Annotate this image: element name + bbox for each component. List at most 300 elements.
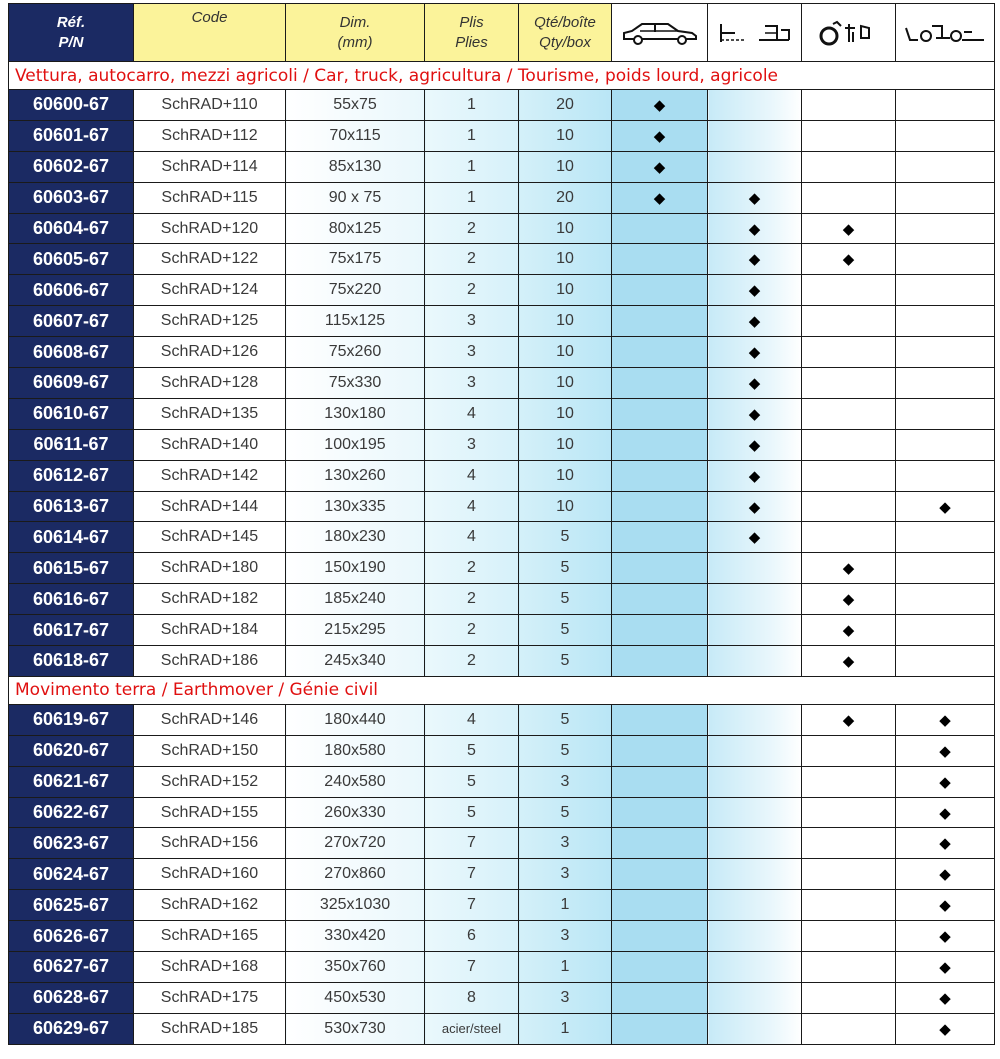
car-marker [612,859,708,890]
truck-marker [708,859,802,890]
truck-marker [708,890,802,921]
qty-cell: 5 [519,553,612,584]
earthmover-marker: ◆ [896,797,995,828]
code-cell: SchRAD+186 [134,646,286,677]
car-marker [612,646,708,677]
table-body [9,62,995,1045]
part-number: 60609-67 [9,368,134,399]
earthmover-marker [896,584,995,615]
car-marker [612,337,708,368]
qty-cell: 1 [519,890,612,921]
car-marker [612,491,708,522]
car-marker [612,1013,708,1044]
agri-marker [802,982,896,1013]
earthmover-marker [896,275,995,306]
code-cell: SchRAD+128 [134,368,286,399]
code-cell: SchRAD+150 [134,735,286,766]
plies-cell: 2 [425,275,519,306]
code-cell: SchRAD+146 [134,704,286,735]
code-cell: SchRAD+126 [134,337,286,368]
car-marker [612,735,708,766]
table-row [9,982,995,1013]
plies-cell: 4 [425,491,519,522]
truck-marker [708,952,802,983]
car-marker [612,522,708,553]
qty-header-line2: Qty/box [539,33,591,51]
code-cell: SchRAD+122 [134,244,286,275]
code-cell: SchRAD+160 [134,859,286,890]
part-number: 60610-67 [9,398,134,429]
car-marker [612,306,708,337]
plies-cell: 8 [425,982,519,1013]
earthmover-marker: ◆ [896,491,995,522]
code-cell: SchRAD+180 [134,553,286,584]
table-row [9,491,995,522]
earthmover-marker: ◆ [896,828,995,859]
plies-cell: 4 [425,704,519,735]
part-number: 60616-67 [9,584,134,615]
part-number: 60625-67 [9,890,134,921]
qty-cell: 10 [519,460,612,491]
qty-cell: 3 [519,982,612,1013]
code-cell: SchRAD+135 [134,398,286,429]
dimension-cell: 260x330 [286,797,425,828]
agri-marker [802,275,896,306]
earthmover-marker [896,244,995,275]
truck-marker: ◆ [708,491,802,522]
code-cell: SchRAD+114 [134,151,286,182]
part-number: 60617-67 [9,615,134,646]
dimension-cell: 100x195 [286,429,425,460]
code-header [134,4,286,62]
truck-marker [708,615,802,646]
qty-cell: 5 [519,646,612,677]
dimension-cell: 90 x 75 [286,182,425,213]
agri-marker [802,368,896,399]
dim-header-line1: Dim. [339,13,371,31]
car-marker: ◆ [612,90,708,121]
qty-cell: 10 [519,213,612,244]
truck-icon [715,18,795,48]
ref-header-line1: Réf. [56,13,86,31]
ref-header-line2: P/N [58,33,84,51]
truck-marker [708,766,802,797]
agri-marker [802,460,896,491]
car-marker [612,429,708,460]
qty-header [519,4,612,62]
code-cell: SchRAD+152 [134,766,286,797]
part-number: 60603-67 [9,182,134,213]
agri-marker [802,182,896,213]
qty-cell: 10 [519,151,612,182]
dimension-cell: 75x220 [286,275,425,306]
truck-marker [708,90,802,121]
truck-marker [708,704,802,735]
earthmover-marker [896,182,995,213]
dimension-cell: 180x580 [286,735,425,766]
code-cell: SchRAD+165 [134,921,286,952]
plies-cell: 2 [425,244,519,275]
table-row [9,735,995,766]
qty-cell: 20 [519,182,612,213]
code-cell: SchRAD+162 [134,890,286,921]
qty-cell: 10 [519,398,612,429]
agri-marker [802,766,896,797]
code-cell: SchRAD+110 [134,90,286,121]
part-number: 60627-67 [9,952,134,983]
table-row [9,1013,995,1044]
dimension-cell: 350x760 [286,952,425,983]
qty-cell: 3 [519,921,612,952]
earthmover-marker: ◆ [896,859,995,890]
code-cell: SchRAD+182 [134,584,286,615]
car-header [612,4,708,62]
car-marker [612,553,708,584]
truck-marker [708,553,802,584]
truck-marker [708,828,802,859]
earthmover-marker [896,615,995,646]
truck-marker [708,921,802,952]
truck-marker: ◆ [708,429,802,460]
agri-marker: ◆ [802,646,896,677]
code-cell: SchRAD+185 [134,1013,286,1044]
plies-cell: 5 [425,766,519,797]
truck-marker: ◆ [708,213,802,244]
code-cell: SchRAD+156 [134,828,286,859]
section-title: Vettura, autocarro, mezzi agricoli / Car, truck, agricultura / Tourisme, poids lourd, agricole [9,62,995,90]
dimension-cell: 75x330 [286,368,425,399]
code-cell: SchRAD+120 [134,213,286,244]
plies-cell: 2 [425,584,519,615]
car-marker: ◆ [612,182,708,213]
qty-cell: 3 [519,828,612,859]
section-title: Movimento terra / Earthmover / Génie civil [9,676,995,704]
plies-header-line2: Plies [455,33,488,51]
earthmover-marker [896,90,995,121]
part-number: 60600-67 [9,90,134,121]
truck-marker [708,151,802,182]
qty-cell: 5 [519,584,612,615]
qty-cell: 5 [519,704,612,735]
tractor-icon [809,18,889,48]
qty-cell: 10 [519,491,612,522]
dimension-cell: 240x580 [286,766,425,797]
qty-cell: 10 [519,120,612,151]
earthmover-marker [896,213,995,244]
agri-marker: ◆ [802,704,896,735]
part-number: 60613-67 [9,491,134,522]
car-marker [612,982,708,1013]
earthmover-marker: ◆ [896,704,995,735]
table-row [9,766,995,797]
car-marker [612,460,708,491]
earthmover-marker: ◆ [896,766,995,797]
part-number: 60606-67 [9,275,134,306]
agri-marker [802,151,896,182]
agri-marker [802,120,896,151]
qty-cell: 3 [519,766,612,797]
plies-cell: 3 [425,368,519,399]
earthmover-marker: ◆ [896,890,995,921]
code-cell: SchRAD+175 [134,982,286,1013]
agri-marker [802,1013,896,1044]
table-row [9,952,995,983]
earthmover-marker: ◆ [896,982,995,1013]
part-number: 60602-67 [9,151,134,182]
part-number: 60620-67 [9,735,134,766]
plies-header-line1: Plis [459,13,484,31]
qty-cell: 5 [519,735,612,766]
table-row [9,120,995,151]
part-number: 60618-67 [9,646,134,677]
agri-header [802,4,896,62]
table-row [9,151,995,182]
plies-cell: 1 [425,90,519,121]
plies-cell: 5 [425,797,519,828]
car-marker [612,828,708,859]
table-row [9,704,995,735]
car-marker [612,952,708,983]
dimension-cell: 85x130 [286,151,425,182]
agri-marker [802,90,896,121]
agri-marker: ◆ [802,615,896,646]
qty-cell: 5 [519,615,612,646]
car-marker [612,244,708,275]
agri-marker [802,491,896,522]
car-marker [612,921,708,952]
code-cell: SchRAD+144 [134,491,286,522]
part-number: 60628-67 [9,982,134,1013]
dimension-cell: 325x1030 [286,890,425,921]
truck-marker: ◆ [708,337,802,368]
car-marker [612,368,708,399]
part-number: 60611-67 [9,429,134,460]
qty-cell: 10 [519,306,612,337]
agri-marker [802,398,896,429]
agri-marker [802,797,896,828]
code-cell: SchRAD+142 [134,460,286,491]
dimension-cell: 130x335 [286,491,425,522]
agri-marker [802,522,896,553]
table-row [9,921,995,952]
agri-marker [802,429,896,460]
dimension-cell: 130x180 [286,398,425,429]
earthmover-marker [896,337,995,368]
part-number: 60624-67 [9,859,134,890]
part-number: 60607-67 [9,306,134,337]
plies-cell: 3 [425,337,519,368]
car-marker [612,213,708,244]
agri-marker: ◆ [802,244,896,275]
agri-marker: ◆ [802,553,896,584]
plies-cell: 7 [425,890,519,921]
dimension-cell: 80x125 [286,213,425,244]
catalog-page [0,3,1000,1059]
truck-marker [708,982,802,1013]
plies-cell: 2 [425,615,519,646]
qty-cell: 1 [519,952,612,983]
part-number: 60601-67 [9,120,134,151]
car-marker [612,704,708,735]
truck-marker: ◆ [708,398,802,429]
dim-header [286,4,425,62]
earthmover-marker [896,120,995,151]
plies-cell: 2 [425,553,519,584]
car-marker: ◆ [612,151,708,182]
table-row [9,398,995,429]
code-cell: SchRAD+145 [134,522,286,553]
truck-marker: ◆ [708,182,802,213]
plies-cell: 7 [425,828,519,859]
table-row [9,90,995,121]
qty-cell: 10 [519,368,612,399]
earthmover-header [896,4,995,62]
truck-marker [708,797,802,828]
table-row [9,429,995,460]
header-row [9,4,995,62]
table-row [9,368,995,399]
dimension-cell: 75x260 [286,337,425,368]
part-number: 60623-67 [9,828,134,859]
qty-cell: 10 [519,337,612,368]
table-row [9,553,995,584]
code-cell: SchRAD+115 [134,182,286,213]
earthmover-marker [896,522,995,553]
code-cell: SchRAD+125 [134,306,286,337]
part-number: 60619-67 [9,704,134,735]
dimension-cell: 245x340 [286,646,425,677]
agri-marker [802,828,896,859]
part-number: 60604-67 [9,213,134,244]
table-row [9,797,995,828]
dimension-cell: 215x295 [286,615,425,646]
table-row [9,337,995,368]
table-row [9,584,995,615]
truck-header [708,4,802,62]
part-number: 60626-67 [9,921,134,952]
table-row [9,615,995,646]
dimension-cell: 150x190 [286,553,425,584]
table-row [9,182,995,213]
car-icon [620,18,700,48]
dimension-cell: 185x240 [286,584,425,615]
code-cell: SchRAD+184 [134,615,286,646]
agri-marker [802,952,896,983]
plies-cell: 4 [425,398,519,429]
plies-cell: 4 [425,522,519,553]
plies-cell: 3 [425,306,519,337]
earthmover-icon [902,18,988,48]
plies-header [425,4,519,62]
qty-cell: 10 [519,244,612,275]
truck-marker: ◆ [708,522,802,553]
earthmover-marker [896,429,995,460]
car-marker [612,275,708,306]
plies-cell: 6 [425,921,519,952]
agri-marker [802,859,896,890]
plies-cell: 4 [425,460,519,491]
plies-cell: 1 [425,182,519,213]
part-number: 60629-67 [9,1013,134,1044]
qty-header-line1: Qté/boîte [534,13,596,31]
part-number: 60615-67 [9,553,134,584]
earthmover-marker [896,553,995,584]
dimension-cell: 270x860 [286,859,425,890]
earthmover-marker [896,368,995,399]
plies-cell: 2 [425,213,519,244]
part-number: 60622-67 [9,797,134,828]
earthmover-marker: ◆ [896,1013,995,1044]
agri-marker: ◆ [802,584,896,615]
agri-marker [802,735,896,766]
part-number: 60621-67 [9,766,134,797]
dimension-cell: 450x530 [286,982,425,1013]
plies-cell: 2 [425,646,519,677]
repair-patch-table [8,3,995,1045]
table-row [9,522,995,553]
truck-marker [708,735,802,766]
table-row [9,859,995,890]
code-header-label: Code [191,9,228,26]
part-number: 60608-67 [9,337,134,368]
dimension-cell: 75x175 [286,244,425,275]
agri-marker [802,306,896,337]
dimension-cell: 270x720 [286,828,425,859]
dimension-cell: 55x75 [286,90,425,121]
code-cell: SchRAD+155 [134,797,286,828]
table-row [9,244,995,275]
dimension-cell: 130x260 [286,460,425,491]
table-row [9,646,995,677]
earthmover-marker [896,398,995,429]
code-cell: SchRAD+124 [134,275,286,306]
table-row [9,306,995,337]
plies-cell: 3 [425,429,519,460]
part-number: 60612-67 [9,460,134,491]
dimension-cell: 530x730 [286,1013,425,1044]
dimension-cell: 70x115 [286,120,425,151]
car-marker [612,398,708,429]
truck-marker [708,120,802,151]
car-marker [612,890,708,921]
dimension-cell: 330x420 [286,921,425,952]
part-number: 60605-67 [9,244,134,275]
truck-marker [708,1013,802,1044]
table-row [9,890,995,921]
qty-cell: 3 [519,859,612,890]
code-cell: SchRAD+168 [134,952,286,983]
table-row [9,213,995,244]
table-row [9,275,995,306]
car-marker [612,766,708,797]
dim-header-line2: (mm) [337,33,373,51]
earthmover-marker [896,646,995,677]
code-cell: SchRAD+140 [134,429,286,460]
table-row [9,828,995,859]
qty-cell: 5 [519,522,612,553]
ref-header [9,4,134,62]
dimension-cell: 180x440 [286,704,425,735]
agri-marker [802,890,896,921]
plies-cell: 1 [425,151,519,182]
qty-cell: 1 [519,1013,612,1044]
earthmover-marker [896,306,995,337]
truck-marker [708,584,802,615]
part-number: 60614-67 [9,522,134,553]
agri-marker [802,337,896,368]
section-header-row [9,62,995,90]
car-marker [612,584,708,615]
